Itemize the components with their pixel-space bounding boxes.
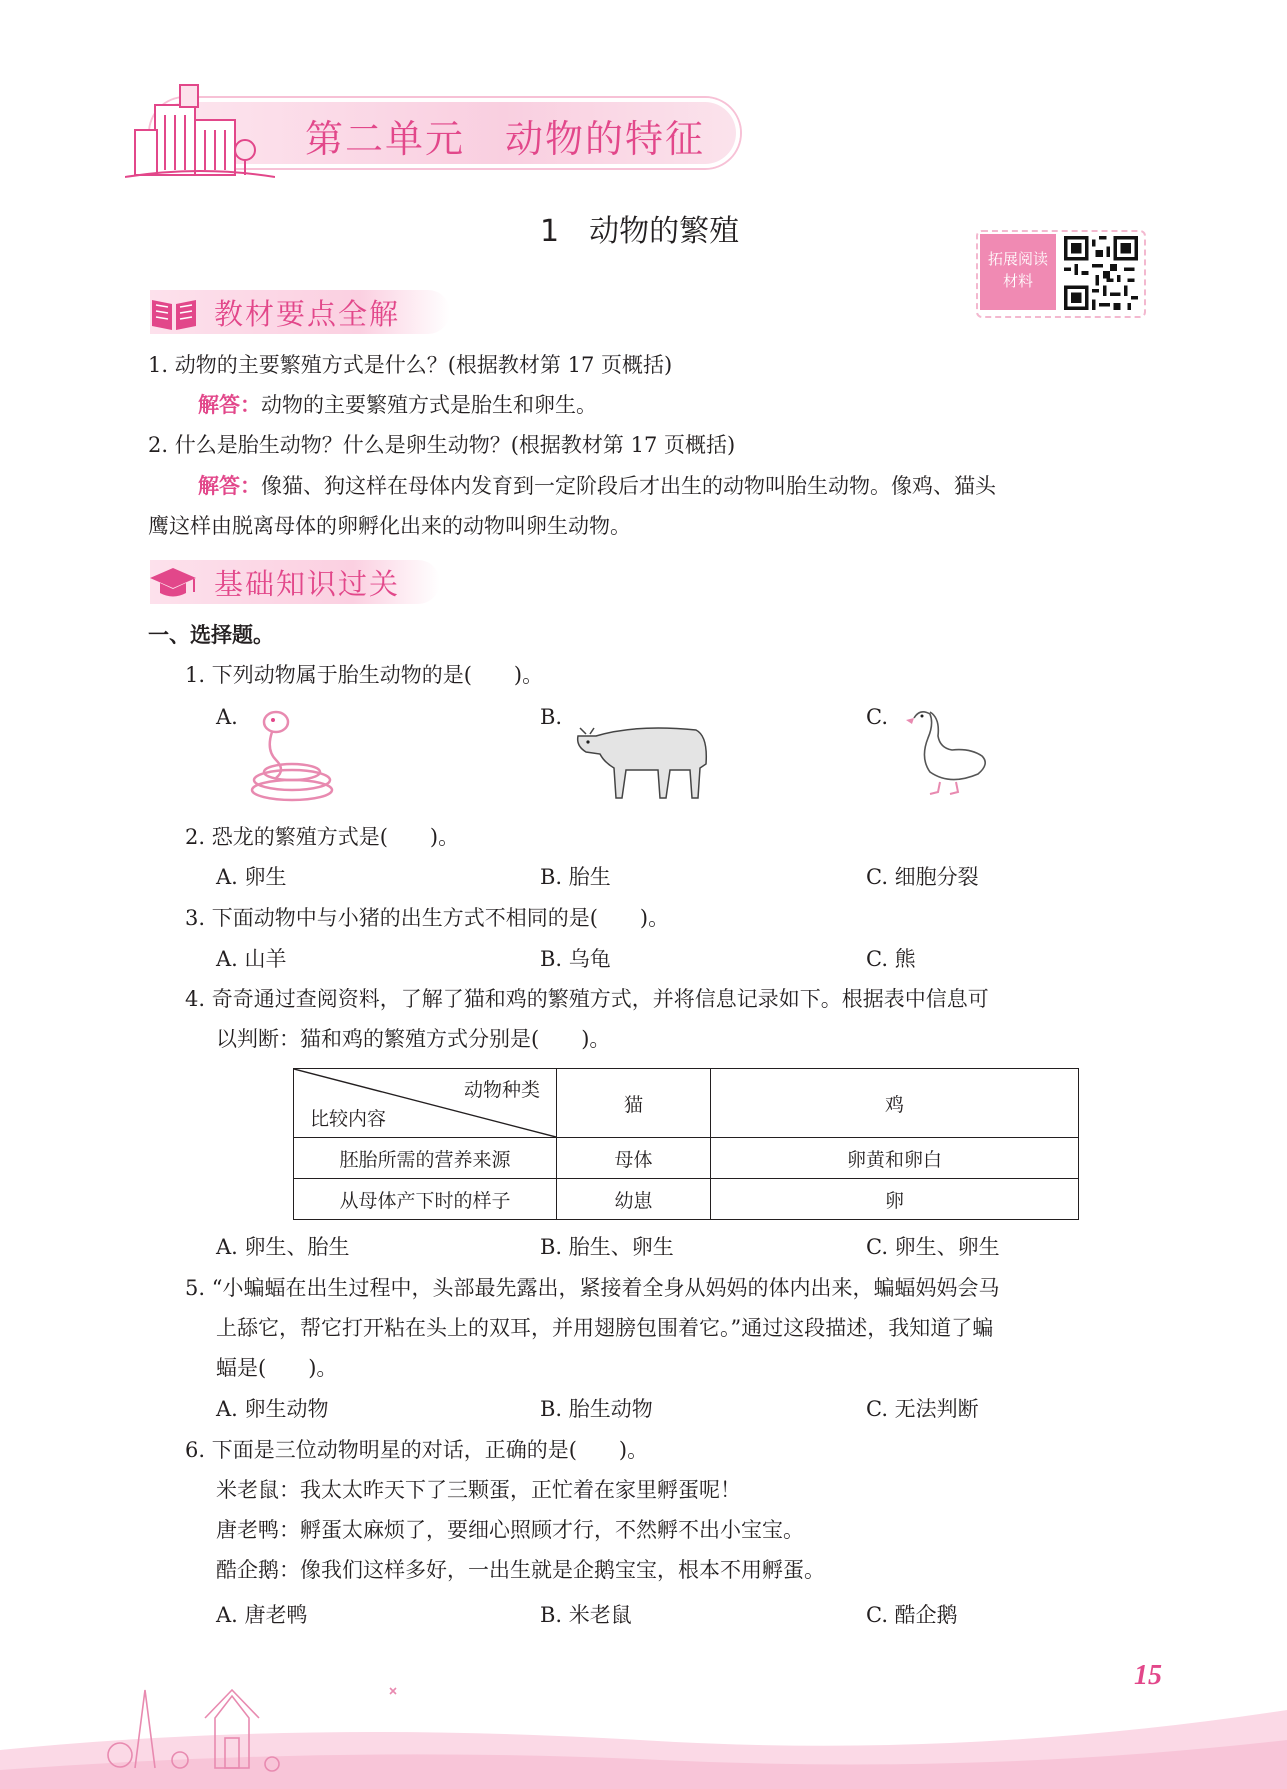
qr-code-icon[interactable] [1064, 236, 1138, 310]
q1-option-a: A. [216, 705, 238, 729]
table-row [294, 1179, 1079, 1220]
page-number: 15 [1134, 1660, 1162, 1691]
q6-option-a: A. 唐老鸭 [216, 1603, 308, 1627]
goose-icon [900, 702, 992, 798]
part1-heading: 一、选择题。 [148, 623, 274, 647]
footer-decoration [0, 1660, 1287, 1789]
section2-title: 基础知识过关 [214, 567, 401, 601]
q5-stem-line2: 上舔它，帮它打开粘在头上的双耳，并用翅膀包围着它。”通过这段描述，我知道了蝙 [216, 1316, 994, 1340]
diag-top-label: 动物种类 [463, 1079, 540, 1101]
q6-option-c: C. 酷企鹅 [866, 1603, 958, 1627]
s1-answer-2: 解答：像猫、狗这样在母体内发育到一定阶段后才出生的动物叫胎生动物。像鸡、猫头 [198, 474, 996, 498]
book-icon [148, 292, 200, 332]
cell-chicken: 卵黄和卵白 [710, 1138, 1078, 1179]
column-header-chicken: 鸡 [710, 1069, 1078, 1138]
cell-cat: 母体 [557, 1138, 711, 1179]
diagonal-header-cell [294, 1069, 557, 1138]
cow-icon [566, 706, 716, 806]
s1-answer-1: 解答：动物的主要繁殖方式是胎生和卵生。 [198, 393, 597, 417]
q5-option-c: C. 无法判断 [866, 1397, 979, 1421]
q1-option-b: B. [540, 705, 563, 729]
lesson-title: 1 动物的繁殖 [540, 214, 740, 249]
q5-stem-line1: 5. “小蝙蝠在出生过程中，头部最先露出，紧接着全身从妈妈的体内出来，蝙蝠妈妈会马 [185, 1276, 1000, 1300]
q6-stem: 6. 下面是三位动物明星的对话，正确的是( )。 [185, 1438, 649, 1462]
q5-option-b: B. 胎生动物 [540, 1397, 653, 1421]
q4-option-a: A. 卵生、胎生 [216, 1235, 350, 1259]
unit-title: 第二单元 动物的特征 [305, 117, 706, 161]
q6-dialogue-1: 米老鼠：我太太昨天下了三颗蛋，正忙着在家里孵蛋呢！ [216, 1478, 741, 1502]
row-label: 从母体产下时的样子 [294, 1179, 557, 1220]
q1-stem: 1. 下列动物属于胎生动物的是( )。 [185, 663, 544, 687]
q4-stem-line2: 以判断：猫和鸡的繁殖方式分别是( )。 [216, 1027, 611, 1051]
qr-label: 拓展阅读 材料 [980, 234, 1056, 310]
q4-option-b: B. 胎生、卵生 [540, 1235, 674, 1259]
q1-option-c: C. [866, 705, 888, 729]
snake-icon [246, 700, 338, 804]
diag-bottom-label: 比较内容 [310, 1108, 387, 1130]
q2-stem: 2. 恐龙的繁殖方式是( )。 [185, 825, 460, 849]
table-row [294, 1138, 1079, 1179]
q6-dialogue-3: 酷企鹅：像我们这样多好，一出生就是企鹅宝宝，根本不用孵蛋。 [216, 1558, 825, 1582]
s1-answer-2-cont: 鹰这样由脱离母体的卵孵化出来的动物叫卵生动物。 [148, 514, 631, 538]
comparison-table [293, 1068, 1079, 1220]
q3-option-c: C. 熊 [866, 947, 916, 971]
q2-option-c: C. 细胞分裂 [866, 865, 979, 889]
q4-stem-line1: 4. 奇奇通过查阅资料，了解了猫和鸡的繁殖方式，并将信息记录如下。根据表中信息可 [185, 987, 989, 1011]
q6-option-b: B. 米老鼠 [540, 1603, 632, 1627]
s1-question-2: 2. 什么是胎生动物？什么是卵生动物？(根据教材第 17 页概括) [148, 433, 736, 457]
graduation-cap-icon [146, 562, 200, 602]
q4-option-c: C. 卵生、卵生 [866, 1235, 1000, 1259]
q5-option-a: A. 卵生动物 [216, 1397, 329, 1421]
section1-title: 教材要点全解 [214, 297, 401, 331]
row-label: 胚胎所需的营养来源 [294, 1138, 557, 1179]
s1-question-1: 1. 动物的主要繁殖方式是什么？(根据教材第 17 页概括) [148, 353, 673, 377]
cell-chicken: 卵 [710, 1179, 1078, 1220]
cell-cat: 幼崽 [557, 1179, 711, 1220]
table-header-row [294, 1069, 1079, 1138]
building-illustration-icon [125, 75, 275, 185]
column-header-cat: 猫 [557, 1069, 711, 1138]
q3-option-a: A. 山羊 [216, 947, 287, 971]
q5-stem-line3: 蝠是( )。 [216, 1356, 338, 1380]
q3-option-b: B. 乌龟 [540, 947, 611, 971]
q2-option-a: A. 卵生 [216, 865, 287, 889]
q6-dialogue-2: 唐老鸭：孵蛋太麻烦了，要细心照顾才行，不然孵不出小宝宝。 [216, 1518, 804, 1542]
q2-option-b: B. 胎生 [540, 865, 611, 889]
q3-stem: 3. 下面动物中与小猪的出生方式不相同的是( )。 [185, 906, 670, 930]
